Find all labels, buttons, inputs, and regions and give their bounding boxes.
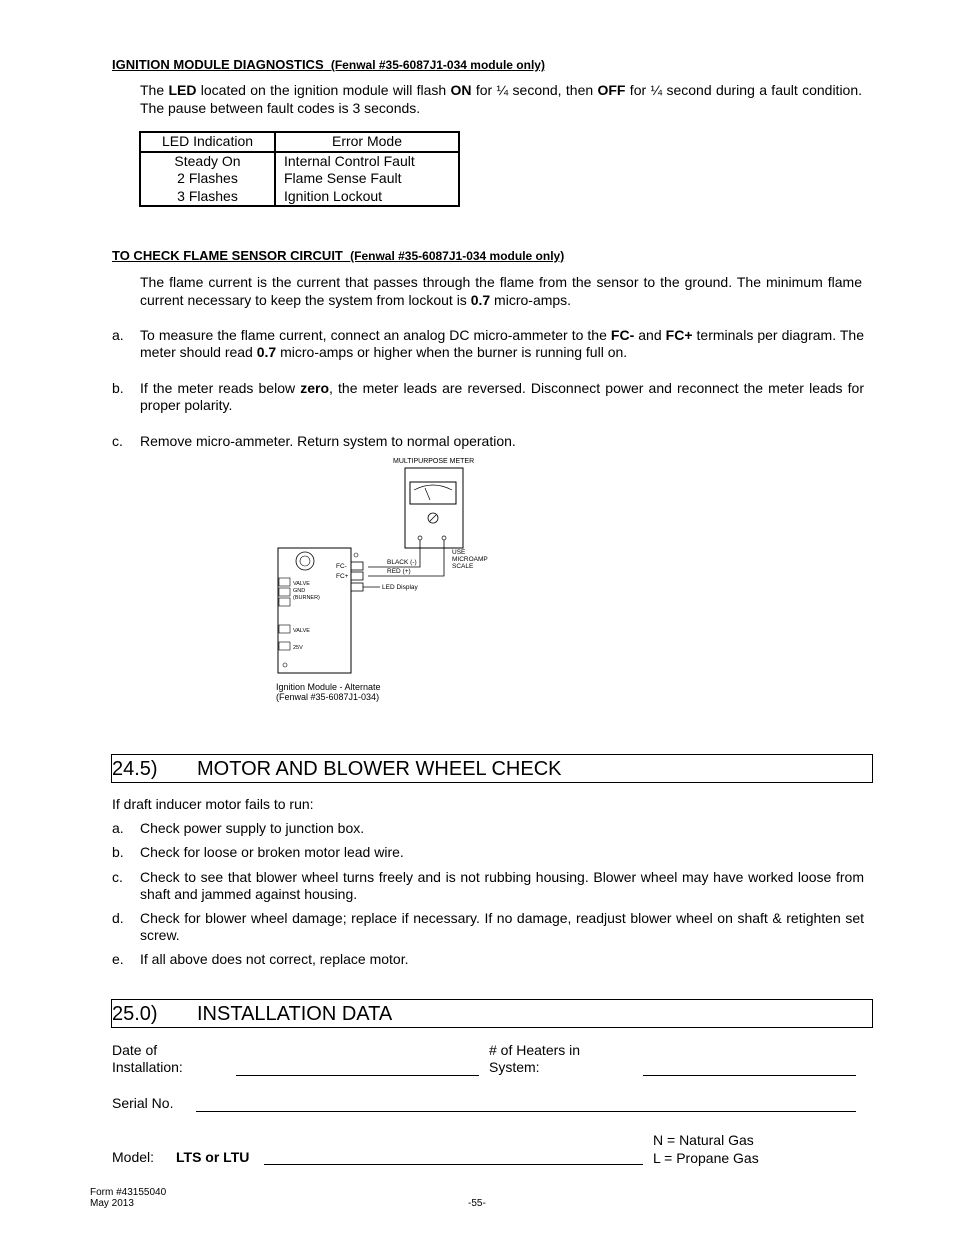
fc-plus-label: FC+ (336, 573, 349, 580)
red-lead-label: RED (+) (387, 568, 411, 575)
list-item: Check for blower wheel damage; replace if necessary. If no damage, readjust blower wheel on shaft & retighten set screw. (140, 910, 864, 943)
led-display-label: LED Display (382, 584, 418, 591)
flame-step-c: Remove micro-ammeter. Return system to normal operation. (140, 433, 516, 449)
heaters-field[interactable] (643, 1075, 856, 1076)
section-title: MOTOR AND BLOWER WHEEL CHECK (197, 758, 562, 780)
list-item: If all above does not correct, replace motor. (140, 951, 409, 967)
led-table-header-indication: LED Indication (140, 132, 275, 152)
meter-body (405, 468, 463, 548)
list-letter: a. (112, 820, 124, 836)
serial-label: Serial No. (112, 1095, 174, 1111)
use-scale-label: SCALE (452, 563, 474, 570)
flame-step-a: To measure the flame current, connect an analog DC micro-ammeter to the FC- and FC+ terminals per diagram. The meter should read 0.7 micro-amps or higher when the burner is running full on. (140, 327, 864, 360)
page-number: -55- (468, 1198, 486, 1209)
footer-form: Form #43155040 May 2013 (90, 1187, 167, 1209)
diagram-caption: (Fenwal #35-6087J1-034) (276, 692, 380, 702)
table-cell: Internal Control Fault (284, 152, 415, 169)
diagram-caption: Ignition Module - Alternate (276, 682, 381, 692)
table-cell: Ignition Lockout (284, 187, 383, 204)
heaters-label: # of Heaters in System: (489, 1042, 581, 1075)
list-letter: c. (112, 433, 123, 449)
fc-minus-terminal (351, 562, 363, 570)
use-scale-label: USE (452, 549, 466, 556)
valve-gnd-label: GND (293, 588, 306, 594)
table-cell: Flame Sense Fault (284, 170, 402, 186)
list-item: Check power supply to junction box. (140, 820, 365, 836)
meter-terminal-red (442, 536, 446, 540)
flame-step-b: If the meter reads below zero, the meter leads are reversed. Disconnect power and reconnect the meter leads for proper polarity. (140, 380, 865, 413)
list-letter: c. (112, 869, 123, 885)
list-item: Check to see that blower wheel turns freely and is not rubbing housing. Blower wheel may have worked loose from shaft and jammed against housing. (140, 869, 864, 902)
meter-scale (414, 485, 452, 490)
motor-intro: If draft inducer motor fails to run: (112, 796, 314, 812)
use-scale-label: MICROAMP (452, 556, 488, 563)
valve-label: VALVE (293, 628, 310, 634)
list-item: Check for loose or broken motor lead wire. (140, 844, 404, 860)
section-title: INSTALLATION DATA (197, 1003, 393, 1025)
fc-minus-label: FC- (336, 563, 347, 570)
diagnostics-heading: IGNITION MODULE DIAGNOSTICS (Fenwal #35-6087J1-034 module only) (112, 57, 545, 72)
section-24-5-header (111, 754, 873, 783)
table-row (140, 170, 459, 188)
table-cell: 3 Flashes (140, 188, 275, 207)
list-letter: a. (112, 327, 124, 343)
led-table-header-error: Error Mode (331, 133, 403, 149)
table-row (140, 152, 459, 171)
flame-heading: TO CHECK FLAME SENSOR CIRCUIT (Fenwal #35-6087J1-034 module only) (112, 248, 565, 263)
gas-legend: N = Natural Gas L = Propane Gas (653, 1132, 759, 1166)
date-of-installation-label: Date of Installation: (112, 1042, 183, 1075)
model-label: Model: (112, 1149, 155, 1165)
meter-label: MULTIPURPOSE METER (393, 458, 475, 465)
wiring-diagram (270, 450, 520, 710)
diagnostics-paragraph: The LED located on the ignition module will flash ON for ¼ second, then OFF for ¼ second during a fault condition. The pause between fault codes is 3 seconds. (140, 82, 863, 116)
flame-paragraph: The flame current is the current that passes through the flame from the sensor to the ground. The minimum flame current necessary to keep the system from lockout is 0.7 micro-amps. (140, 274, 862, 308)
date-of-installation-field[interactable] (236, 1075, 479, 1076)
meter-needle (425, 488, 430, 500)
section-number: 24.5) (112, 758, 158, 780)
module-sensor (296, 552, 314, 570)
meter-terminal-black (418, 536, 422, 540)
list-letter: d. (112, 910, 124, 926)
model-value: LTS or LTU (176, 1149, 250, 1165)
v25-label: 25V (293, 645, 303, 651)
table-row (140, 188, 459, 207)
valve-gnd-label: VALVE (293, 581, 310, 587)
fc-plus-terminal (351, 572, 363, 580)
table-cell: Steady On (140, 152, 275, 171)
table-cell: 2 Flashes (140, 170, 275, 188)
model-field[interactable] (264, 1164, 643, 1165)
list-letter: b. (112, 844, 124, 860)
serial-field[interactable] (196, 1111, 856, 1112)
black-lead-label: BLACK (-) (387, 559, 417, 566)
led-table (139, 131, 460, 207)
section-number: 25.0) (112, 1003, 158, 1025)
list-letter: e. (112, 951, 124, 967)
section-25-0-header (111, 999, 873, 1028)
list-letter: b. (112, 380, 124, 396)
valve-gnd-label: (BURNER) (293, 595, 320, 601)
led-display (351, 583, 363, 591)
